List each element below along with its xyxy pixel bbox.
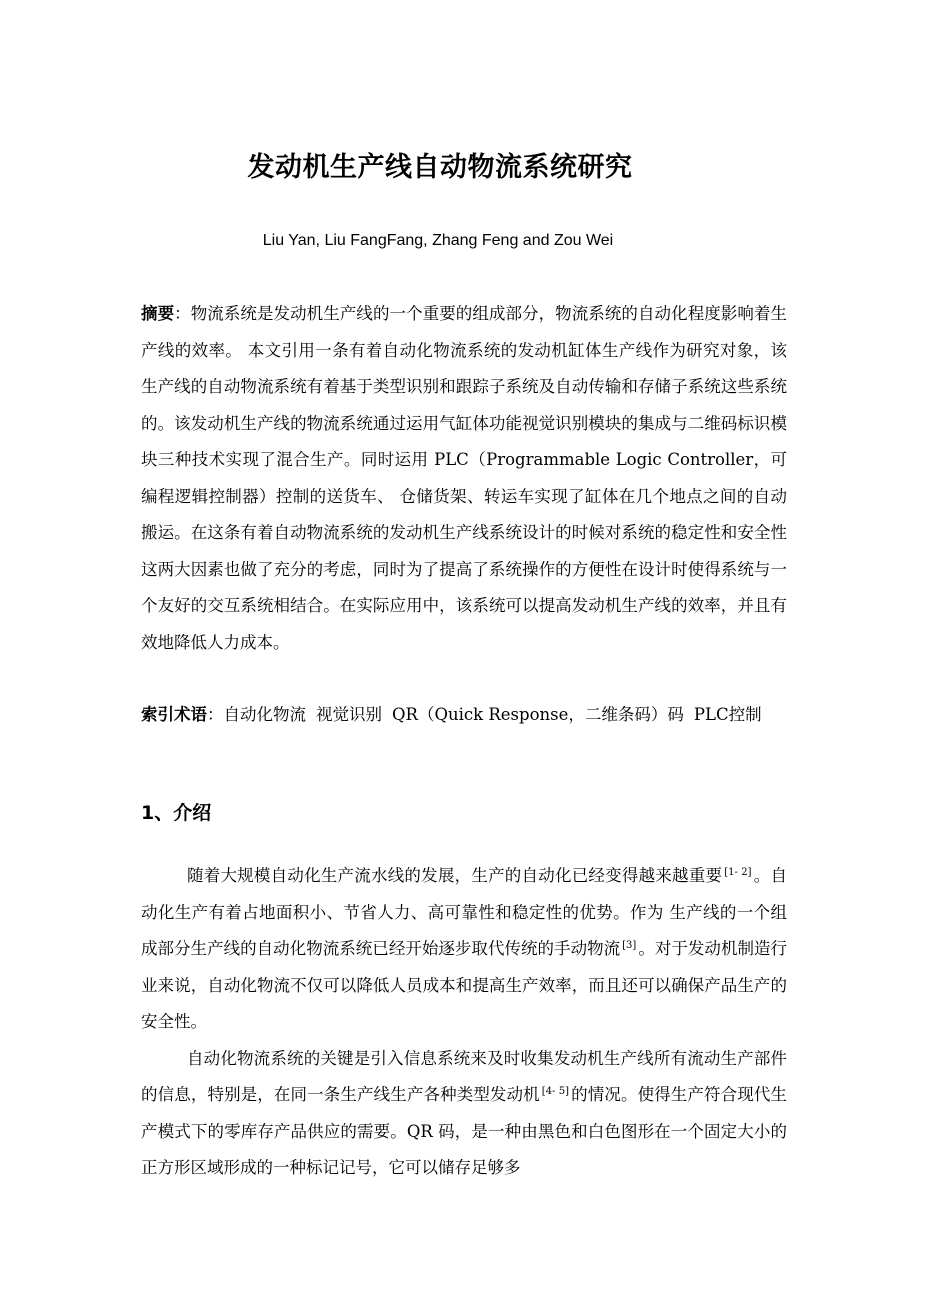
- paragraph-text: 自动化物流系统的关键是引入信息系统来及时收集发动机生产线所有流动生产部件的信息，特别是，在同一条生产线生产各种类型发动机: [141, 1048, 787, 1104]
- paper-title: 发动机生产线自动物流系统研究: [247, 152, 633, 183]
- abstract-label: 摘要: [141, 304, 175, 323]
- paragraph: [141, 858, 787, 1041]
- paragraph-text: 。自动化生产有着占地面积小、节省人力、高可靠性和稳定性的优势。作为 生产线的一个组成部分生产线的自动化物流系统已经开始逐步取代传统的手动物流: [141, 866, 787, 958]
- paragraph-text: 的情况。使得生产符合现代生产模式下的零库存产品供应的需要。QR 码，是一种由黑色和白色图形在一个固定大小的正方形区域形成的一种标记记号，它可以储存足够多: [141, 1085, 788, 1177]
- index-terms-separator: ：: [207, 705, 224, 724]
- abstract-text: 物流系统是发动机生产线的一个重要的组成部分，物流系统的自动化程度影响着生产线的效率。 本文引用一条有着自动化物流系统的发动机缸体生产线作为研究对象，该生产线的自动物流系统有着基于类型识别和跟踪子系统及自动传输和存储子系统这些系统的。该发动机生产线的物流系统通过运用气缸体功能视觉识别模块的集成与二维码标识模块三种技术实现了混合生产。同时运用 PLC（Programmable Logic Controller，可编程逻辑控制器）控制的送货车、 仓储货架、转运车实现了缸体在几个地点之间的自动搬运。在这条有着自动物流系统的发动机生产线系统设计的时候对系统的稳定性和安全性这两大因素也做了充分的考虑，同时为了提高了系统操作的方便性在设计时使得系统与一个友好的交互系统相结合。在实际应用中，该系统可以提高发动机生产线的效率，并且有效地降低人力成本。: [141, 304, 788, 652]
- citation[interactable]: [1- 2]: [724, 866, 752, 878]
- paragraph-text: 随着大规模自动化生产流水线的发展，生产的自动化已经变得越来越重要: [187, 866, 723, 885]
- citation[interactable]: [4- 5]: [541, 1085, 569, 1097]
- index-terms: [141, 697, 801, 733]
- author-list: Liu Yan, Liu FangFang, Zhang Feng and Zou Wei: [262, 232, 614, 249]
- paragraph-text: 。对于发动机制造行业来说，自动化物流不仅可以降低人员成本和提高生产效率，而且还可以确保产品生产的安全性。: [141, 939, 788, 1031]
- keyword-item: PLC控制: [693, 705, 762, 724]
- introduction-body: [141, 858, 787, 1187]
- keyword-item: 自动化物流: [223, 705, 306, 724]
- keyword-item: QR（Quick Response，二维条码）码: [392, 705, 684, 724]
- section-heading-introduction: 1、介绍: [141, 802, 212, 824]
- abstract-separator: ：: [174, 304, 191, 323]
- citation[interactable]: [3]: [622, 939, 637, 951]
- abstract: [141, 296, 787, 661]
- keyword-item: 视觉识别: [316, 705, 382, 724]
- paragraph: [141, 1041, 787, 1187]
- index-terms-label: 索引术语: [141, 705, 207, 724]
